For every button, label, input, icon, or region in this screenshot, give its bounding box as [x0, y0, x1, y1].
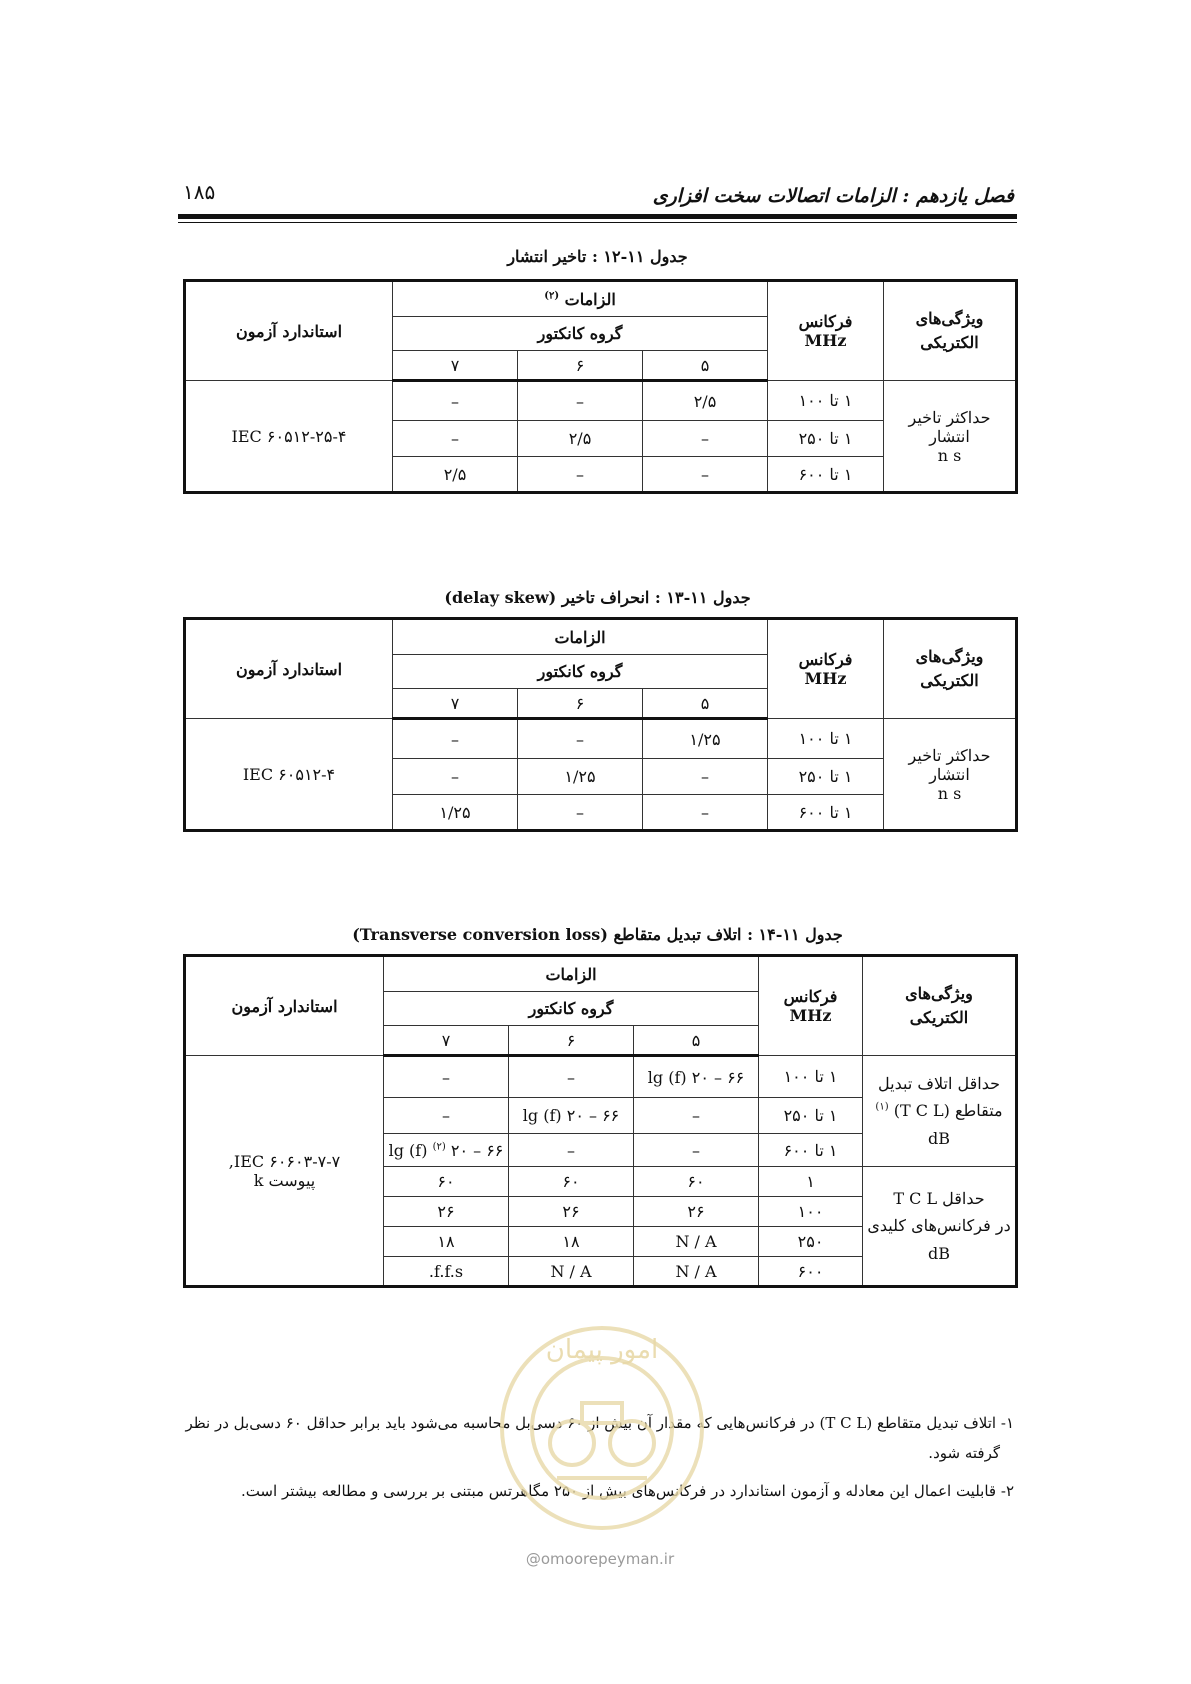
table14-property-b-line2: در فرکانس‌های کلیدی — [867, 1216, 1011, 1236]
table14-header-property-label: ویژگی‌های الکتریکی — [905, 984, 973, 1027]
table12-group-7: ۷ — [393, 351, 518, 381]
table12-property-value-line1: حداکثر تاخیر انتشار — [908, 407, 991, 446]
table12-header-frequency-unit: MHz — [804, 331, 847, 350]
table12-row3-freq: ۱ تا ۶۰۰ — [768, 457, 884, 493]
table13-property-value — [884, 719, 1017, 831]
table13-header-property-label: ویژگی‌های الکتریکی — [915, 647, 984, 690]
table14-b-row2-g5: ۲۶ — [634, 1197, 759, 1227]
table14-header-frequency-unit: MHz — [789, 1006, 832, 1025]
table12-group-6: ۶ — [518, 351, 643, 381]
table14-property-a-line1: حداقل اتلاف تبدیل — [878, 1074, 1000, 1094]
table12-row3-g5: – — [643, 457, 768, 493]
table14-standard-value-line2: پیوست k — [253, 1170, 316, 1190]
footnote-2: ۲- قابلیت اعمال این معادله و آزمون استاندارد در فرکانس‌های بیش از ۲۵۰ مگاهرتس مبتنی بر بررسی و مطالعه بیشتر است. — [240, 1482, 1014, 1500]
table14-b-row1-g7: ۶۰ — [384, 1167, 509, 1197]
table12-row3-g6: – — [518, 457, 643, 493]
table14-a-row2-g6: ۶۶ – ۲۰ lg (f) — [509, 1098, 634, 1134]
table12-row2-freq: ۱ تا ۲۵۰ — [768, 421, 884, 457]
table13-property-value-line1: حداکثر تاخیر انتشار — [908, 745, 991, 784]
table14-a-row2-g5: – — [634, 1098, 759, 1134]
table14-header-property — [863, 956, 1017, 1056]
table14-b-row1-g6: ۶۰ — [509, 1167, 634, 1197]
table14-group-6: ۶ — [509, 1026, 634, 1056]
table14-b-row3-g5: N / A — [634, 1227, 759, 1257]
table13-group-6: ۶ — [518, 689, 643, 719]
table12-property-value-line2: n s — [937, 445, 962, 465]
table13-row1-g5: ۱/۲۵ — [643, 719, 768, 759]
table14-b-row4-g6: N / A — [509, 1257, 634, 1287]
table13-header-frequency — [768, 619, 884, 719]
table12-row2-g6: ۲/۵ — [518, 421, 643, 457]
table12-group-5: ۵ — [643, 351, 768, 381]
footnote-1-line2: گرفته شود. — [928, 1444, 1000, 1462]
table12-header-frequency — [768, 281, 884, 381]
table13-header-requirements: الزامات — [393, 619, 768, 655]
table14-a-row3-g7-value: ۶۶ – ۲۰ lg (f) — [388, 1140, 504, 1160]
table14-a-row3-g6: – — [509, 1134, 634, 1167]
table14-header-connector-group: گروه کانکتور — [384, 992, 759, 1026]
table14-a-row2-g7: – — [384, 1098, 509, 1134]
table13-header-property — [884, 619, 1017, 719]
page-header-title: فصل یازدهم : الزامات اتصالات سخت افزاری — [652, 185, 1014, 207]
table14-b-row2-freq: ۱۰۰ — [759, 1197, 863, 1227]
table12-header-requirements-label: الزامات — [564, 289, 616, 309]
table14-header-frequency — [759, 956, 863, 1056]
table13-header-standard: استاندارد آزمون — [185, 619, 393, 719]
table13-row3-freq: ۱ تا ۶۰۰ — [768, 795, 884, 831]
table13-header-frequency-label: فرکانس — [798, 650, 853, 669]
table14-b-row4-g7: f.f.s. — [384, 1257, 509, 1287]
table14-property-b-line3: dB — [928, 1243, 951, 1263]
table14-b-row3-g7: ۱۸ — [384, 1227, 509, 1257]
table12-caption: جدول ۱۱-۱۲ : تاخیر انتشار — [507, 247, 688, 266]
header-rule-thick — [178, 214, 1017, 219]
table13-standard-value: IEC ۶۰۵۱۲-۴ — [185, 719, 393, 831]
footnote-1-line1: ۱- اتلاف تبدیل متقاطع (T C L) در فرکانس‌هایی که مقدار آن بیش از ۶۰ دسی‌بل محاسبه می‌شود باید برابر حداقل ۶۰ دسی‌بل در نظر — [185, 1414, 1014, 1432]
watermark-logo — [487, 1313, 717, 1543]
table12-row3-g7: ۲/۵ — [393, 457, 518, 493]
table14-group-7: ۷ — [384, 1026, 509, 1056]
table14-property-a-note: (۱) — [875, 1102, 889, 1114]
table14-property-a — [863, 1056, 1017, 1167]
watermark-logo-text: امور پیمان — [545, 1335, 659, 1365]
table14 — [183, 954, 1018, 1288]
table14-standard-value — [185, 1056, 384, 1287]
table14-b-row4-freq: ۶۰۰ — [759, 1257, 863, 1287]
table14-caption: جدول ۱۱-۱۴ : اتلاف تبدیل متقاطع (Transverse conversion loss) — [352, 925, 843, 944]
table12-property-value — [884, 381, 1017, 493]
watermark-url: @omoorepeyman.ir — [525, 1550, 675, 1568]
table14-b-row1-freq: ۱ — [759, 1167, 863, 1197]
table13-header-frequency-unit: MHz — [804, 669, 847, 688]
table12-row1-g6: – — [518, 381, 643, 421]
page-number: ۱۸۵ — [183, 180, 216, 204]
table14-a-row2-freq: ۱ تا ۲۵۰ — [759, 1098, 863, 1134]
table12-header-property-label: ویژگی‌های الکتریکی — [915, 309, 984, 352]
table14-b-row4-g5: N / A — [634, 1257, 759, 1287]
table13-header-connector-group: گروه کانکتور — [393, 655, 768, 689]
table14-b-row3-g6: ۱۸ — [509, 1227, 634, 1257]
table12-row2-g5: – — [643, 421, 768, 457]
table12 — [183, 279, 1018, 494]
table14-b-row2-g6: ۲۶ — [509, 1197, 634, 1227]
table14-a-row3-g7 — [384, 1134, 509, 1167]
table12-row1-g7: – — [393, 381, 518, 421]
table13-row2-freq: ۱ تا ۲۵۰ — [768, 759, 884, 795]
table13-row2-g7: – — [393, 759, 518, 795]
table13-caption: جدول ۱۱-۱۳ : انحراف تاخیر (delay skew) — [444, 588, 751, 607]
table14-a-row1-g5: ۶۶ – ۲۰ lg (f) — [634, 1056, 759, 1098]
table14-property-a-line3: dB — [928, 1128, 951, 1148]
table14-standard-value-line1: IEC ۶۰۶۰۳-۷-۷, — [228, 1151, 341, 1171]
table13-group-7: ۷ — [393, 689, 518, 719]
table12-header-standard: استاندارد آزمون — [185, 281, 393, 381]
table14-b-row3-freq: ۲۵۰ — [759, 1227, 863, 1257]
table12-header-property — [884, 281, 1017, 381]
table13-property-value-line2: n s — [937, 783, 962, 803]
table12-row1-g5: ۲/۵ — [643, 381, 768, 421]
table14-b-row2-g7: ۲۶ — [384, 1197, 509, 1227]
table13-row2-g5: – — [643, 759, 768, 795]
table13-group-5: ۵ — [643, 689, 768, 719]
table14-group-5: ۵ — [634, 1026, 759, 1056]
header-rule-thin — [178, 222, 1017, 223]
table12-row2-g7: – — [393, 421, 518, 457]
table13-row1-g7: – — [393, 719, 518, 759]
table13-row2-g6: ۱/۲۵ — [518, 759, 643, 795]
table14-a-row1-freq: ۱ تا ۱۰۰ — [759, 1056, 863, 1098]
table13-row1-freq: ۱ تا ۱۰۰ — [768, 719, 884, 759]
table12-standard-value: IEC ۶۰۵۱۲-۲۵-۴ — [185, 381, 393, 493]
table13-row1-g6: – — [518, 719, 643, 759]
table14-header-standard: استاندارد آزمون — [185, 956, 384, 1056]
table13-row3-g6: – — [518, 795, 643, 831]
table12-header-frequency-label: فرکانس — [798, 312, 853, 331]
table12-header-requirements — [393, 281, 768, 317]
table14-a-row3-freq: ۱ تا ۶۰۰ — [759, 1134, 863, 1167]
table14-property-a-line2: متقاطع (T C L) — [893, 1101, 1003, 1121]
table14-property-b — [863, 1167, 1017, 1287]
table12-header-connector-group: گروه کانکتور — [393, 317, 768, 351]
table14-b-row1-g5: ۶۰ — [634, 1167, 759, 1197]
table12-requirements-note: (۲) — [544, 290, 560, 302]
table14-a-row1-g6: – — [509, 1056, 634, 1098]
table13 — [183, 617, 1018, 832]
table13-row3-g5: – — [643, 795, 768, 831]
table14-property-b-line1: حداقل T C L — [893, 1189, 985, 1209]
table14-header-requirements: الزامات — [384, 956, 759, 992]
table14-a-row3-g5: – — [634, 1134, 759, 1167]
table14-a-row3-g7-note: (۲) — [432, 1141, 446, 1153]
table14-a-row1-g7: – — [384, 1056, 509, 1098]
table12-row1-freq: ۱ تا ۱۰۰ — [768, 381, 884, 421]
table14-header-frequency-label: فرکانس — [783, 987, 838, 1006]
table13-row3-g7: ۱/۲۵ — [393, 795, 518, 831]
